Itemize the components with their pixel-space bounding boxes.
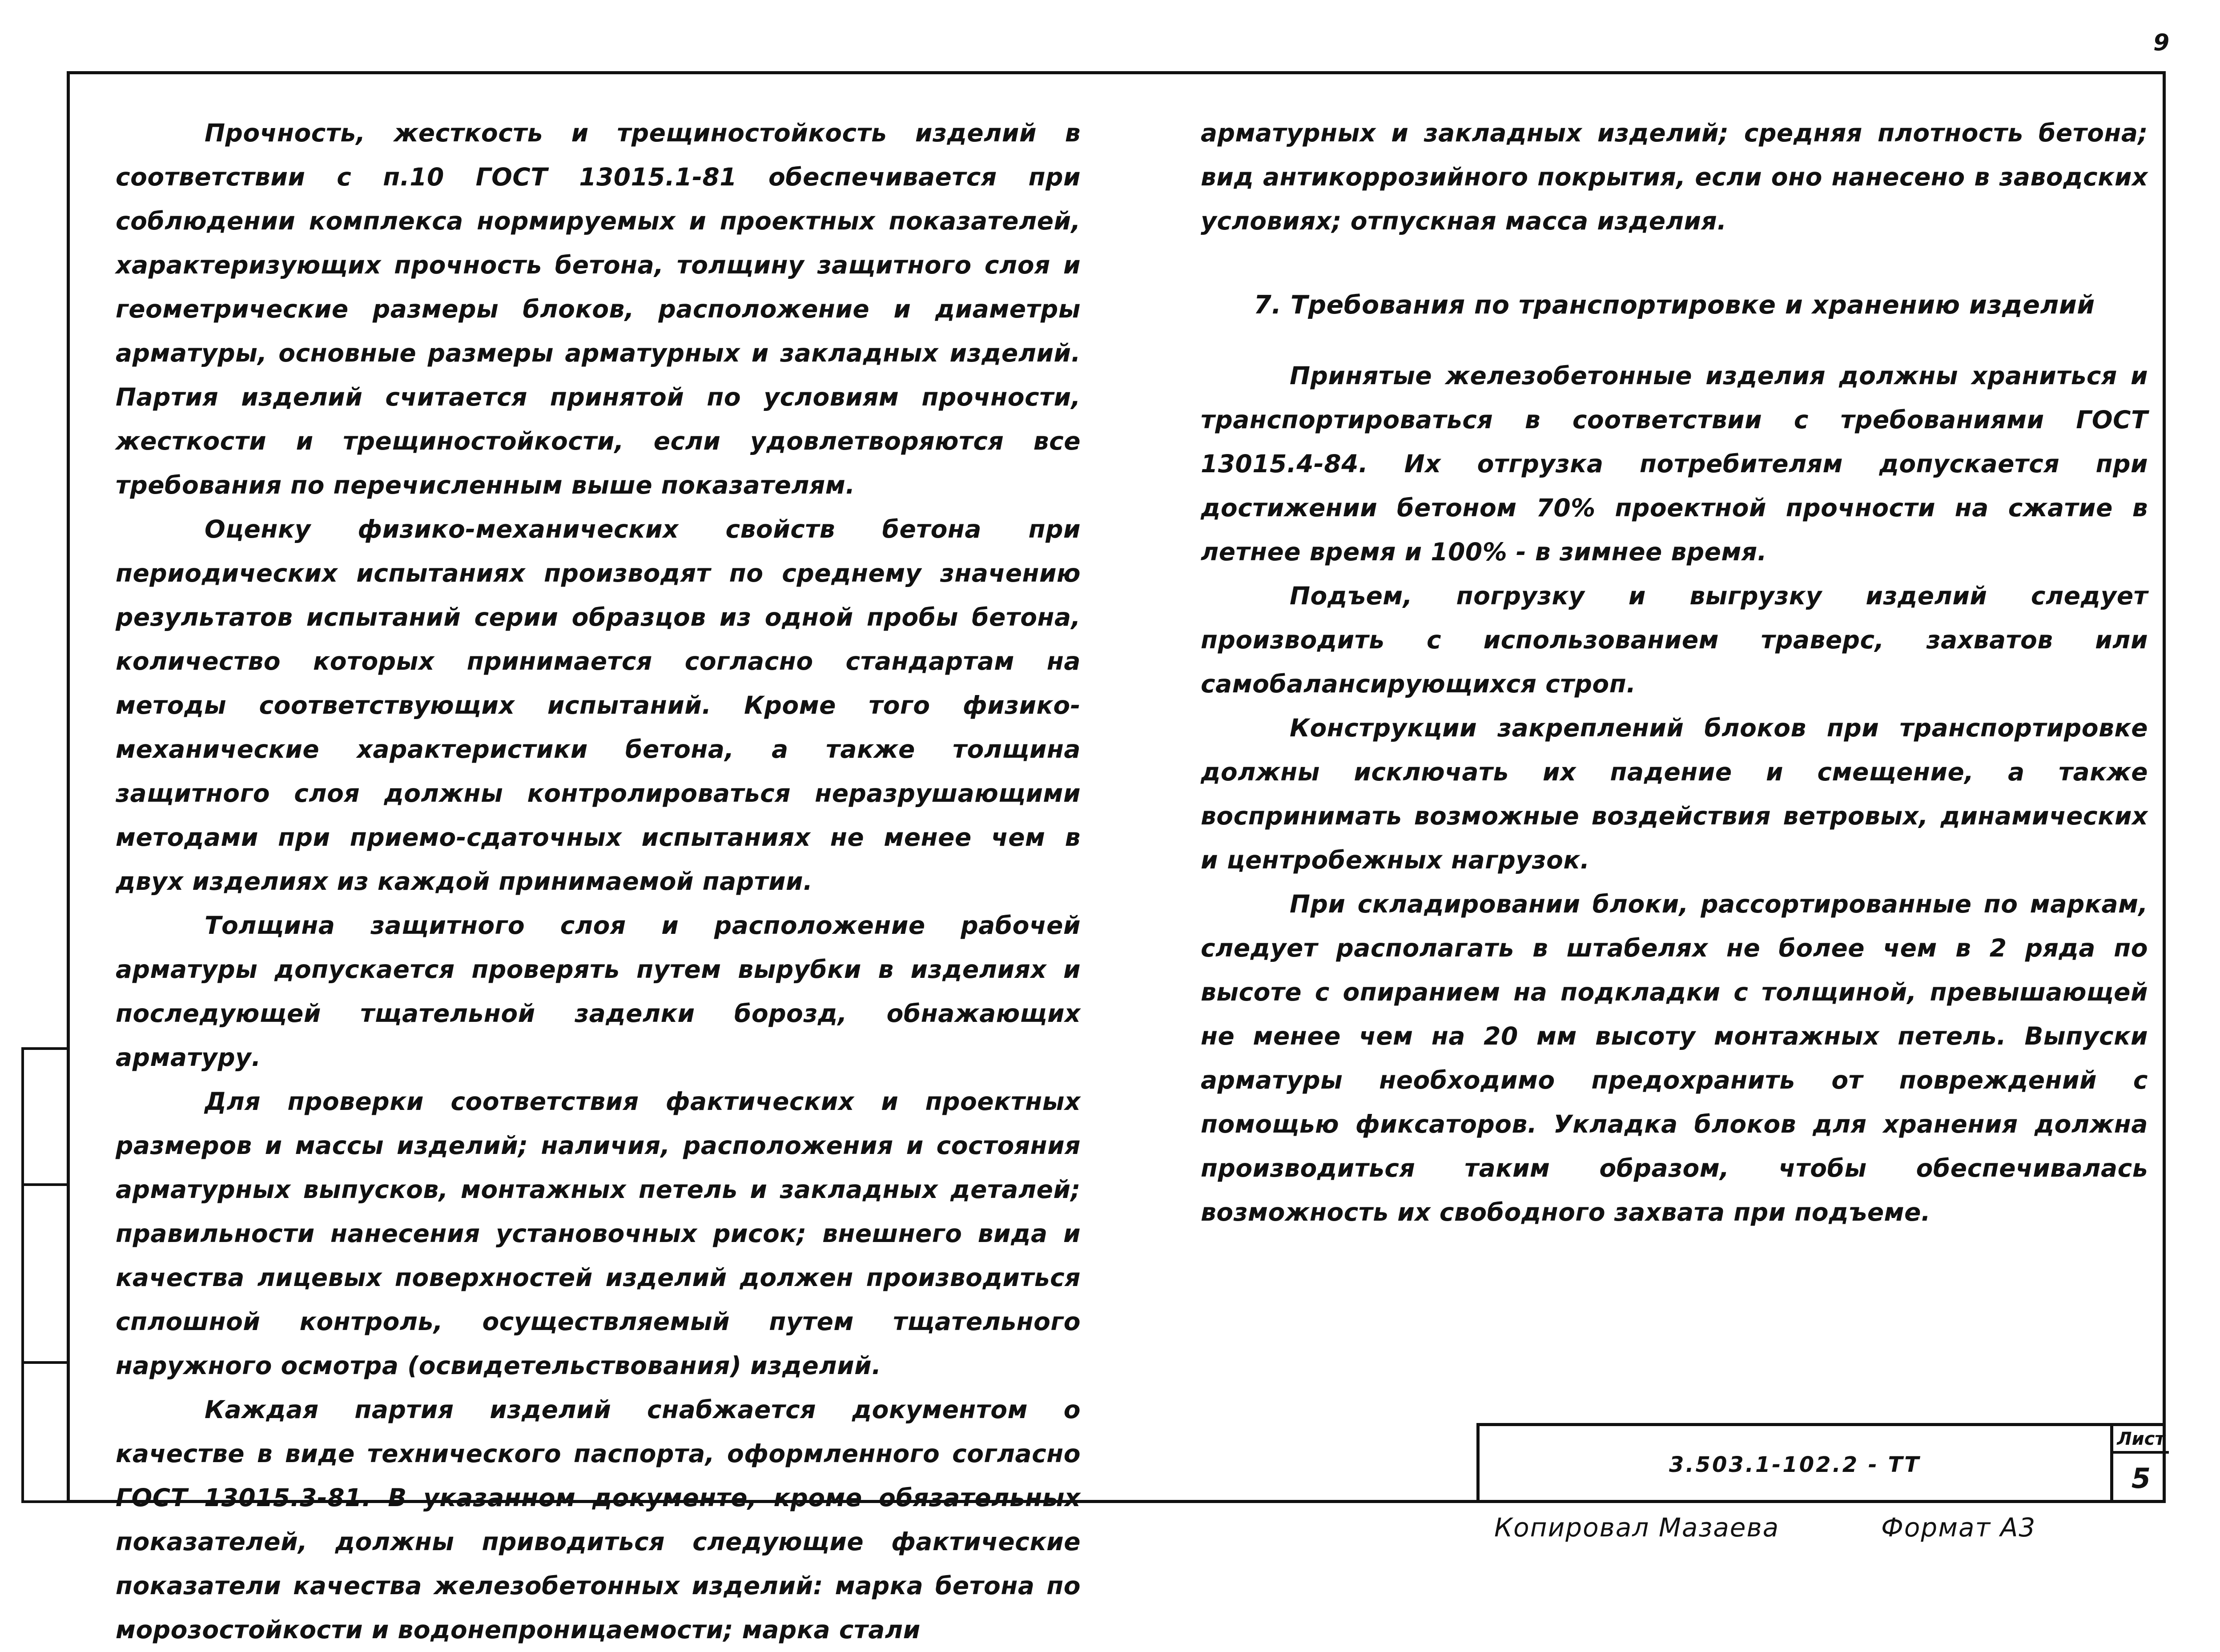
- page-number: 9: [2153, 29, 2170, 56]
- paragraph-stacking: При складировании блоки, рассортированные по маркам, следует располагать в штабелях не более чем в 2 ряда по высоте с опиранием на подкладки с толщиной, превышающей не менее чем на 20 мм высоту монтажных петель. Выпуски арматуры необходимо предохранить от повреждений с помощью фиксаторов. Укладка блоков для хранения должна производиться таким образом, чтобы обеспечивалась возможность их свободного захвата при подъеме.: [1201, 890, 2148, 1226]
- left-text-column: [116, 111, 1081, 1652]
- document-code: 3.503.1-102.2 - ТТ: [1669, 1452, 1921, 1477]
- paragraph-strength: Прочность, жесткость и трещиностойкость изделий в соответствии с п.10 ГОСТ 13015.1-81 обеспечивается при соблюдении комплекса нормируемых и проектных показателей, характеризующих прочность бетона, толщину защитного слоя и геометрические размеры блоков, расположение и диаметры арматуры, основные размеры арматурных и закладных изделий. Партия изделий считается принятой по условиям прочности, жесткости и трещиностойкости, если удовлетворяются все требования по перечисленным выше показателям.: [116, 119, 1081, 499]
- paper-format: Формат А3: [1881, 1512, 2036, 1543]
- paragraph-concrete-testing: Оценку физико-механических свойств бетона при периодических испытаниях производят по среднему значению результатов испытаний серии образцов из одной пробы бетона, количество которых принимается согласно стандартам на методы соответствующих испытаний. Кроме того физико-механические характеристики бетона, а также толщина защитного слоя должны контролироваться неразрушающими методами при приемо-сдаточных испытаниях не менее чем в двух изделиях из каждой принимаемой партии.: [116, 515, 1081, 896]
- paragraph-protective-layer: Толщина защитного слоя и расположение рабочей арматуры допускается проверять путем вырубки в изделиях и последующей тщательной заделки борозд, обнажающих арматуру.: [116, 911, 1081, 1072]
- copied-by: Копировал Мазаева: [1494, 1512, 1780, 1543]
- sheet-number: 5: [2131, 1462, 2151, 1495]
- paragraph-passport-continuation: арматурных и закладных изделий; средняя плотность бетона; вид антикоррозийного покрытия, если оно нанесено в заводских условиях; отпускная масса изделия.: [1201, 119, 2148, 235]
- sheet-box: [2110, 1426, 2169, 1503]
- paragraph-dimension-control: Для проверки соответствия фактических и проектных размеров и массы изделий; наличия, расположения и состояния арматурных выпусков, монтажных петель и закладных деталей; правильности нанесения установочных рисок; внешнего вида и качества лицевых поверхностей изделий должен производиться сплошной контроль, осуществляемый путем тщательного наружного осмотра (освидетельствования) изделий.: [116, 1087, 1081, 1380]
- paragraph-storage-transport: Принятые железобетонные изделия должны храниться и транспортироваться в соответствии с требованиями ГОСТ 13015.4-84. Их отгрузка потребителям допускается при достижении бетоном 70% проектной прочности на сжатие в летнее время и 100% - в зимнее время.: [1201, 362, 2148, 566]
- right-text-column: [1201, 111, 2148, 1234]
- title-block: [1476, 1423, 2166, 1503]
- paragraph-fastening: Конструкции закреплений блоков при транспортировке должны исключать их падение и смещение, а также воспринимать возможные воздействия ветровых, динамических и центробежных нагрузок.: [1201, 714, 2148, 874]
- margin-divider: [24, 1361, 69, 1364]
- section-heading: 7. Требования по транспортировке и хранению изделий: [1254, 290, 2095, 320]
- paragraph-quality-passport: Каждая партия изделий снабжается документом о качестве в виде технического паспорта, оформленного согласно ГОСТ 13015.3-81. В указанном документе, кроме обязательных показателей, должны приводиться следующие фактические показатели качества железобетонных изделий: марка бетона по морозостойкости и водонепроницаемости; марка стали: [116, 1395, 1081, 1644]
- sheet-label: Лист: [2113, 1426, 2169, 1454]
- paragraph-lifting: Подъем, погрузку и выгрузку изделий следует производить с использованием траверс, захватов или самобалансирующихся строп.: [1201, 582, 2148, 698]
- binding-margin-strip: [21, 1047, 67, 1503]
- margin-divider: [24, 1183, 69, 1186]
